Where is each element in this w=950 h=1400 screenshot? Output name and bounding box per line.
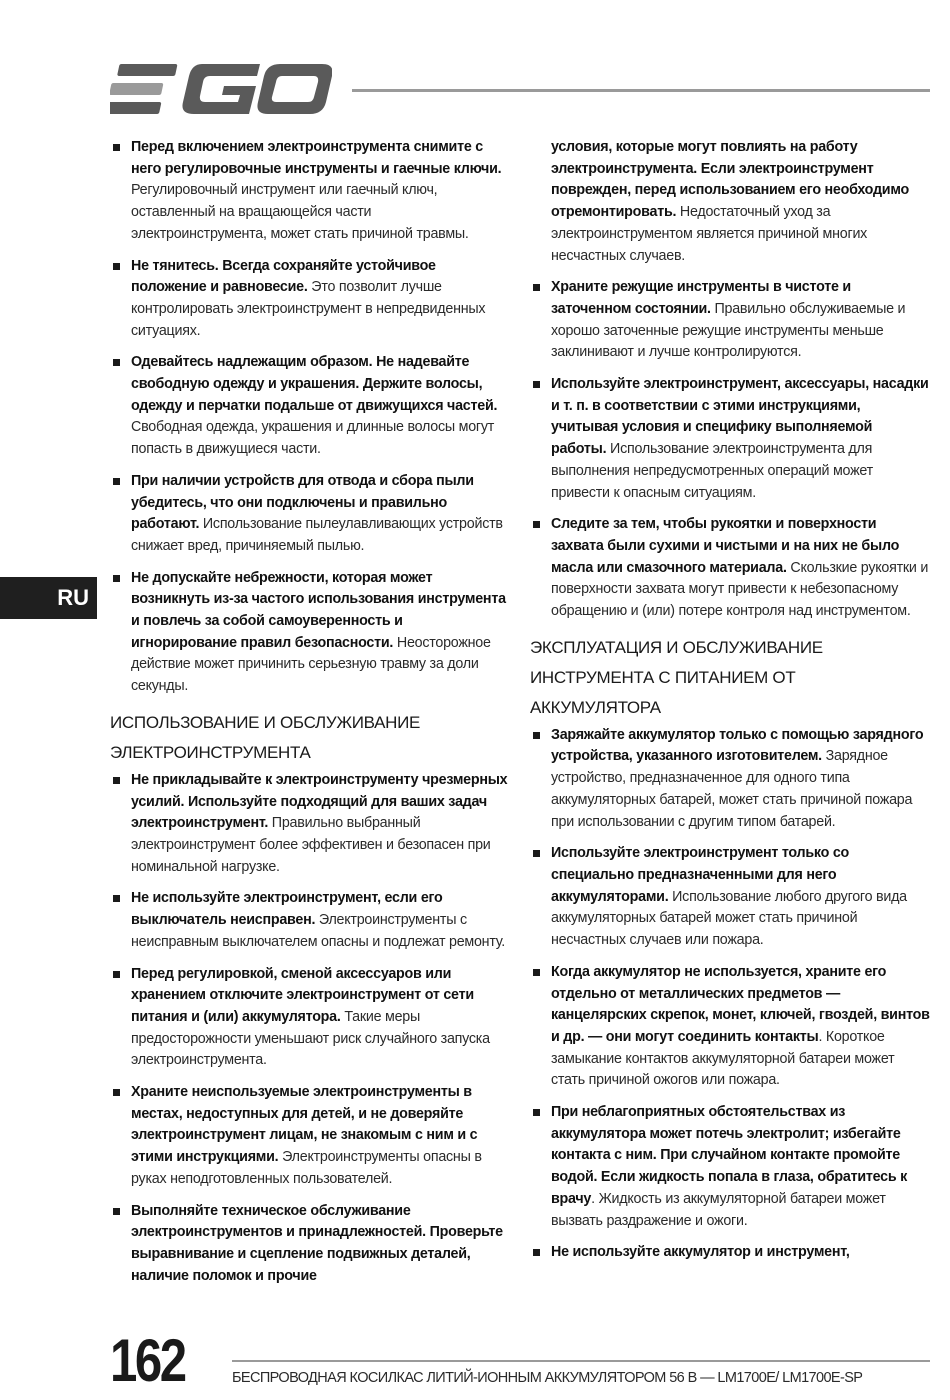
bullet-icon <box>113 478 120 485</box>
list-item: Заряжайте аккумулятор только с помощью зарядного устройства, указанного изготовителем. Зарядное устройство, предназначенное для одного типа аккумуляторных батарей, может стать причиной пожара при использовании с другим типом батарей. <box>530 725 930 834</box>
language-tab: RU <box>0 577 97 619</box>
list-item: Храните режущие инструменты в чистоте и заточенном состоянии. Правильно обслуживаемые и хорошо заточенные режущие инструменты меньше заклинивают и лучше контролируются. <box>530 277 930 364</box>
list-item: При неблагоприятных обстоятельствах из аккумулятора может потечь электролит; избегайте контакта с ним. При случайном контакте промойте водой. Если жидкость попала в глаза, обратитесь к врачу. Жидкость из аккумуляторной батареи может вызвать раздражение и ожоги. <box>530 1102 930 1232</box>
list-item: Перед включением электроинструмента снимите с него регулировочные инструменты и гаечные ключи. Регулировочный инструмент или гаечный ключ, оставленный на вращающейся части электроинструмента, может стать причиной травмы. <box>110 137 510 246</box>
list-item: При наличии устройств для отвода и сбора пыли убедитесь, что они подключены и правильно работают. Использование пылеулавливающих устройств снижает вред, причиняемый пылью. <box>110 471 510 558</box>
list-item: Одевайтесь надлежащим образом. Не надевайте свободную одежду и украшения. Держите волосы, одежду и перчатки подальше от движущихся частей. Свободная одежда, украшения и длинные волосы могут попасть в движущиеся части. <box>110 352 510 461</box>
footer-rule <box>232 1360 930 1362</box>
bullet-icon <box>113 144 120 151</box>
bullet-icon <box>113 971 120 978</box>
bullet-icon <box>113 1089 120 1096</box>
ego-logo <box>110 62 332 116</box>
bullet-icon <box>533 521 540 528</box>
list-item: Когда аккумулятор не используется, храните его отдельно от металлических предметов — канцелярских скрепок, монет, ключей, гвоздей, винтов и др. — они могут соединить контакты. Короткое замыкание контактов аккумуляторной батареи может стать причиной ожогов или пожара. <box>530 962 930 1092</box>
bullet-icon <box>113 895 120 902</box>
list-item: Используйте электроинструмент, аксессуары, насадки и т. п. в соответствии с этими инструкциями, учитывая условия и специфику выполняемой работы. Использование электроинструмента для выполнения непредусмотренных операций может привести к опасным ситуациям. <box>530 374 930 504</box>
section-heading: ИСПОЛЬЗОВАНИЕ И ОБСЛУЖИВАНИЕ ЭЛЕКТРОИНСТРУМЕНТА <box>110 712 421 762</box>
bullet-icon <box>533 969 540 976</box>
right-column <box>530 137 930 1274</box>
list-item: Не допускайте небрежности, которая может возникнуть из-за частого использования инструмента и повлечь за собой самоуверенность и игнорирование правил безопасности. Неосторожное действие может причинить серьезную травму за доли секунды. <box>110 568 510 698</box>
list-item: Не тянитесь. Всегда сохраняйте устойчивое положение и равновесие. Это позволит лучше контролировать электроинструмент в непредвиденных ситуациях. <box>110 256 510 343</box>
bullet-icon <box>113 263 120 270</box>
bullet-icon <box>533 381 540 388</box>
list-item: Храните неиспользуемые электроинструменты в местах, недоступных для детей, и не доверяйте электроинструмент лицам, не знакомым с ним и с этими инструкциями. Электроинструменты опасны в руках неподготовленных пользователей. <box>110 1082 510 1191</box>
bullet-icon <box>533 1109 540 1116</box>
list-item: Не используйте аккумулятор и инструмент, <box>530 1242 930 1264</box>
list-item: Не прикладывайте к электроинструменту чрезмерных усилий. Используйте подходящий для ваших задач электроинструмент. Правильно выбранный электроинструмент более эффективен и безопасен при номинальной нагрузке. <box>110 770 510 879</box>
bullet-icon <box>533 284 540 291</box>
list-item: Не используйте электроинструмент, если его выключатель неисправен. Электроинструменты с неисправным выключателем опасны и подлежат ремонту. <box>110 888 510 953</box>
continued-item: условия, которые могут повлиять на работу электроинструмента. Если электроинструмент поврежден, перед использованием его необходимо отремонтировать. Недостаточный уход за электроинструментом является причиной многих несчастных случаев. <box>551 139 909 264</box>
bullet-icon <box>113 575 120 582</box>
list-item: Используйте электроинструмент только со специально предназначенными для него аккумуляторами. Использование любого другого вида аккумуляторных батарей может стать причиной несчастных случаев или пожара. <box>530 843 930 952</box>
footer-title: БЕСПРОВОДНАЯ КОСИЛКАС ЛИТИЙ-ИОННЫМ АККУМУЛЯТОРОМ 56 В — LM1700E/ LM1700E-SP <box>232 1370 863 1386</box>
bullet-icon <box>533 850 540 857</box>
bullet-icon <box>533 732 540 739</box>
section-heading: ЭКСПЛУАТАЦИЯ И ОБСЛУЖИВАНИЕ ИНСТРУМЕНТА С ПИТАНИЕМ ОТ АККУМУЛЯТОРА <box>530 637 823 717</box>
bullet-icon <box>113 777 120 784</box>
list-item: Перед регулировкой, сменой аксессуаров или хранением отключите электроинструмент от сети питания и (или) аккумулятора. Такие меры предосторожности уменьшают риск случайного запуска электроинструмента. <box>110 964 510 1073</box>
left-column <box>110 137 510 1297</box>
list-item: Следите за тем, чтобы рукоятки и поверхности захвата были сухими и чистыми и на них не было масла или смазочного материала. Скользкие рукоятки и поверхности захвата могут привести к небезопасному обращению и (или) потере контроля над инструментом. <box>530 514 930 623</box>
header-rule <box>352 89 930 92</box>
bullet-icon <box>113 1208 120 1215</box>
page-number: 162 <box>110 1327 185 1394</box>
bullet-icon <box>113 359 120 366</box>
bullet-icon <box>533 1249 540 1256</box>
list-item: Выполняйте техническое обслуживание электроинструментов и принадлежностей. Проверьте выравнивание и сцепление подвижных деталей, наличие поломок и прочие <box>110 1201 510 1288</box>
